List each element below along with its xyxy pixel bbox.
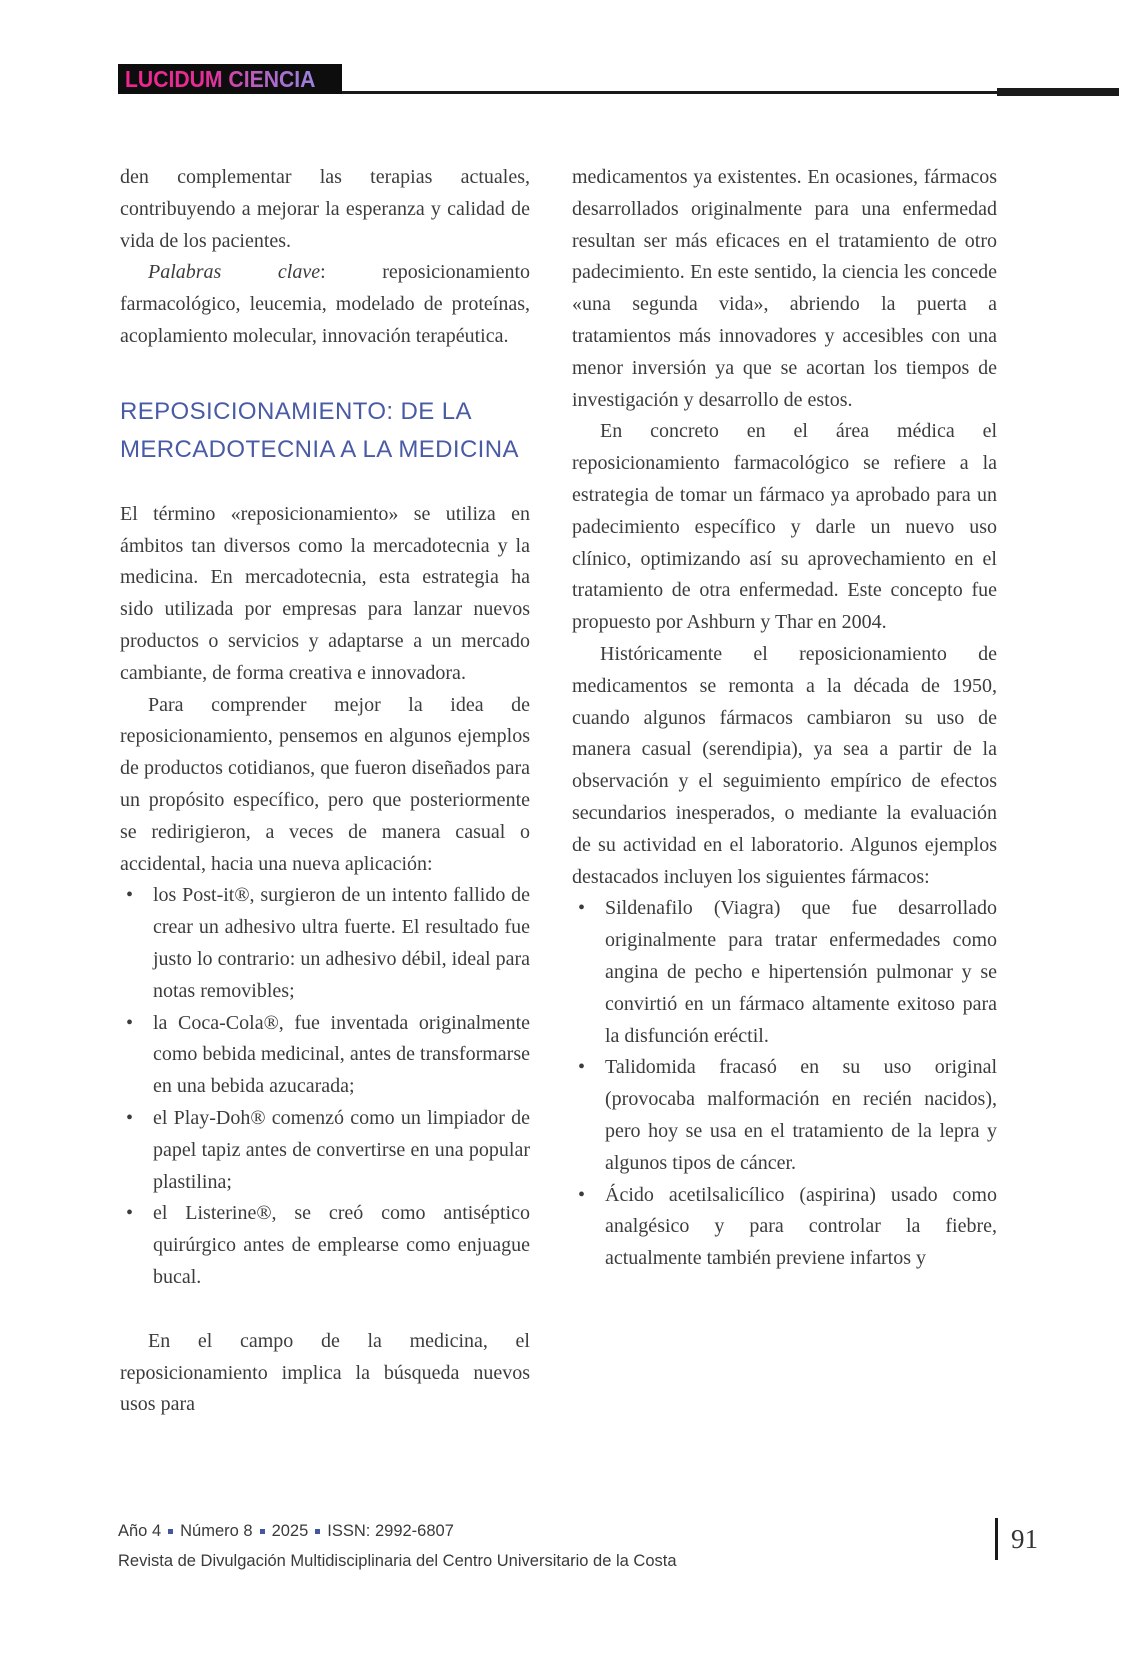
right-column [572,162,997,1421]
paragraph: En el campo de la medicina, el reposicionamiento implica la búsqueda nuevos usos para [120,1329,530,1416]
bullet-icon: • [578,897,586,920]
list-item [120,1103,530,1198]
left-column [120,162,530,1421]
list-item [572,1180,997,1275]
page-number-divider [995,1518,998,1560]
list-item-text: la Coca-Cola®, fue inventada originalmente como bebida medicinal, antes de transformarse en una bebida azucarada; [153,1011,530,1098]
footer-meta [118,1516,677,1576]
square-separator-icon [315,1529,320,1534]
bullet-icon: • [578,1183,586,1206]
issue-meta-line [118,1516,677,1546]
list-item [120,1008,530,1103]
list-item-text: Ácido acetilsalicílico (aspirina) usado como analgésico y para controlar la fiebre, actualmente también previene infartos y [605,1183,997,1270]
magazine-logo-text: LUCIDUM CIENCIA [125,65,316,92]
list-item-text: el Play-Doh® comenzó como un limpiador de papel tapiz antes de convertirse en una popular plastilina; [153,1106,530,1193]
square-separator-icon [260,1529,265,1534]
list-item [572,893,997,1052]
header-rule-thick [997,88,1119,96]
paragraph: Para comprender mejor la idea de reposicionamiento, pensemos en algunos ejemplos de productos cotidianos, que fueron diseñados para un propósito específico, pero que posteriormente se redirigieron, a veces de manera casual o accidental, hacia una nueva aplicación: [120,693,530,875]
issue-year: Año 4 [118,1522,162,1540]
drug-examples-list [572,893,997,1275]
paragraph-continuation: den complementar las terapias actuales, contribuyendo a mejorar la esperanza y calidad de vida de los pacientes. [120,166,530,252]
page-footer [118,1516,1038,1576]
square-separator-icon [168,1529,173,1534]
paragraph: Históricamente el reposicionamiento de medicamentos se remonta a la década de 1950, cuando algunos fármacos cambiaron su uso de manera casual (serendipia), ya sea a partir de la observación y el seguimiento empírico de efectos secundarios inesperados, o mediante la evaluación de su actividad en el laboratorio. Algunos ejemplos destacados incluyen los siguientes fármacos: [572,642,997,888]
magazine-logo [118,64,342,94]
paragraph-continuation: medicamentos ya existentes. En ocasiones, fármacos desarrollados originalmente para una enfermedad resultan ser más eficaces en el tratamiento de otro padecimiento. En este sentido, la ciencia les concede «una segunda vida», abriendo la puerta a tratamientos más innovadores y accesibles con una menor inversión ya que se acortan los tiempos de investigación y desarrollo de estos. [572,166,997,411]
issue-date: 2025 [271,1522,309,1540]
list-item-text: Talidomida fracasó en su uso original (provocaba malformación en recién nacidos), pero hoy se usa en el tratamiento de la lepra y algunos tipos de cáncer. [605,1056,997,1174]
page-number-block [995,1518,1038,1560]
page-number: 91 [1011,1523,1038,1554]
section-heading: REPOSICIONAMIENTO: DE LA MERCADOTECNIA A LA MEDICINA [120,397,519,463]
journal-name: Revista de Divulgación Multidisciplinaria del Centro Universitario de la Costa [118,1552,677,1570]
list-item-text: los Post-it®, surgieron de un intento fallido de crear un adhesivo ultra fuerte. El resultado fue justo lo contrario: un adhesivo débil, ideal para notas removibles; [153,884,530,1002]
list-item [120,880,530,1007]
bullet-icon: • [126,1011,134,1034]
paragraph: El término «reposicionamiento» se utiliza en ámbitos tan diversos como la mercadotecnia y la medicina. En mercadotecnia, esta estrategia ha sido utilizada por empresas para lanzar nuevos productos o servicios y adaptarse a un mercado cambiante, de forma creativa e innovadora. [120,502,530,684]
paragraph: En concreto en el área médica el reposicionamiento farmacológico se refiere a la estrategia de tomar un fármaco ya aprobado para un padecimiento específico y darle un nuevo uso clínico, optimizando así su aprovechamiento en el tratamiento de otra enfermedad. Este concepto fue propuesto por Ashburn y Thar en 2004. [572,420,997,634]
list-item-text: el Listerine®, se creó como antiséptico quirúrgico antes de emplearse como enjuague bucal. [153,1202,530,1288]
bullet-icon: • [126,1202,134,1225]
bullet-icon: • [126,884,134,907]
keywords-paragraph [120,257,530,352]
issue-number: Número 8 [180,1522,253,1540]
page-header [118,64,1119,94]
article-body [120,162,997,1421]
issn: ISSN: 2992-6807 [327,1522,454,1540]
bullet-icon: • [578,1056,586,1079]
keywords-label: Palabras clave [148,261,321,284]
examples-list [120,880,530,1293]
list-item [572,1052,997,1179]
bullet-icon: • [126,1106,134,1129]
list-item-text: Sildenafilo (Viagra) que fue desarrollado originalmente para tratar enfermedades como angina de pecho e hipertensión pulmonar y se convirtió en un fármaco altamente exitoso para la disfunción eréctil. [605,897,997,1047]
keywords-list: : reposicionamiento farmacológico, leucemia, modelado de proteínas, acoplamiento molecular, innovación terapéutica. [120,261,531,347]
list-item [120,1198,530,1293]
